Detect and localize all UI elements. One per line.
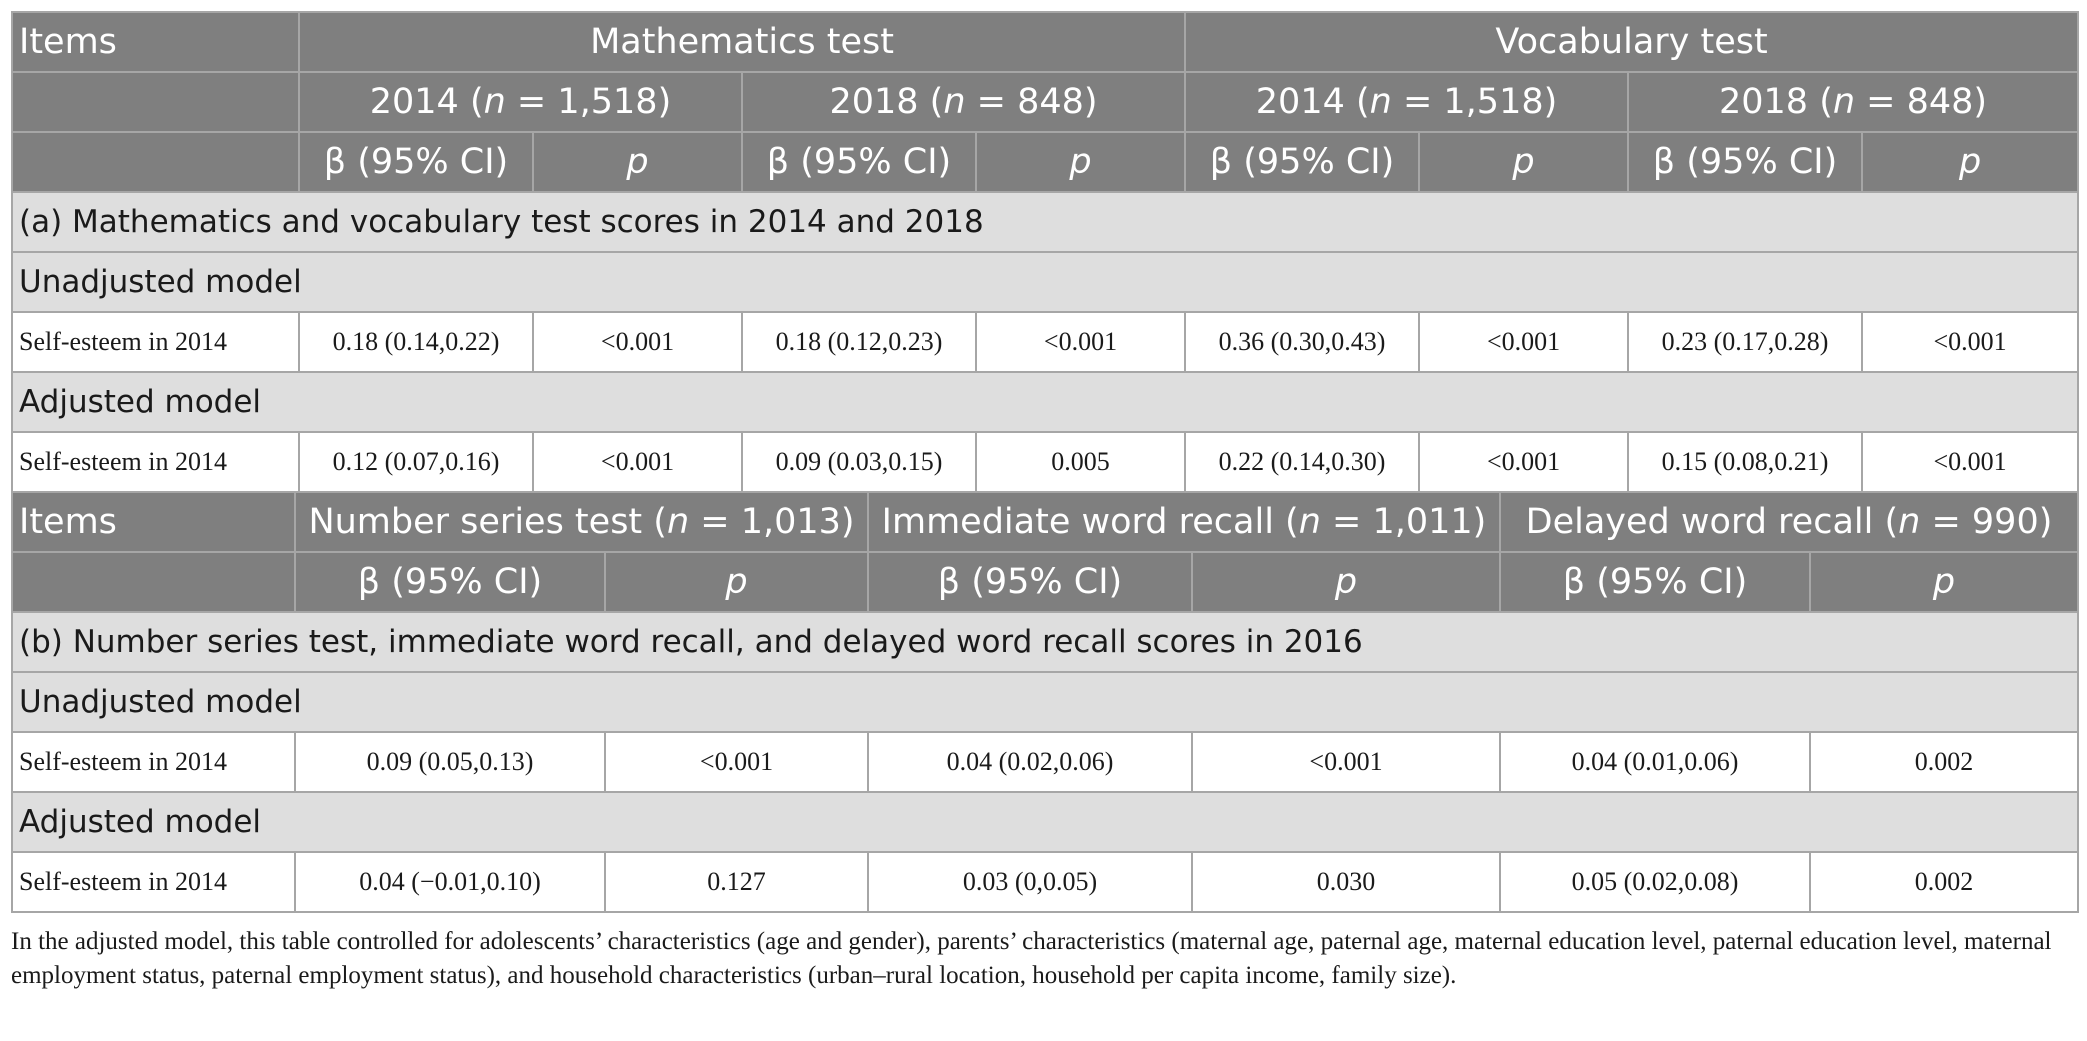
table-cell: <0.001	[533, 312, 742, 372]
row-label: Self-esteem in 2014	[12, 852, 295, 912]
empty-header-cell	[12, 72, 299, 132]
table-a	[11, 11, 2079, 493]
items-header: Items	[12, 12, 299, 72]
table-cell: <0.001	[605, 732, 868, 792]
delayed-recall-header: Delayed word recall (n = 990)	[1500, 492, 2078, 552]
math-test-header: Mathematics test	[299, 12, 1185, 72]
table-cell: 0.12 (0.07,0.16)	[299, 432, 533, 492]
beta-header: β (95% CI)	[1185, 132, 1419, 192]
beta-header: β (95% CI)	[299, 132, 533, 192]
table-row	[12, 852, 2078, 912]
results-page	[11, 11, 2077, 993]
table-cell: <0.001	[533, 432, 742, 492]
beta-header: β (95% CI)	[742, 132, 976, 192]
beta-header: β (95% CI)	[1500, 552, 1810, 612]
vocab-2018-header: 2018 (n = 848)	[1628, 72, 2078, 132]
items-header: Items	[12, 492, 295, 552]
adjusted-model-label: Adjusted model	[12, 792, 2078, 852]
empty-header-cell	[12, 552, 295, 612]
table-cell: <0.001	[1192, 732, 1500, 792]
table-row	[12, 312, 2078, 372]
p-header: p	[976, 132, 1185, 192]
table-cell: 0.05 (0.02,0.08)	[1500, 852, 1810, 912]
section-b-title: (b) Number series test, immediate word recall, and delayed word recall scores in 2016	[12, 612, 2078, 672]
table-b	[11, 491, 2079, 913]
number-series-header: Number series test (n = 1,013)	[295, 492, 868, 552]
table-cell: 0.09 (0.05,0.13)	[295, 732, 605, 792]
table-cell: <0.001	[1419, 312, 1628, 372]
table-cell: 0.22 (0.14,0.30)	[1185, 432, 1419, 492]
table-cell: <0.001	[1862, 432, 2078, 492]
table-cell: 0.18 (0.12,0.23)	[742, 312, 976, 372]
table-cell: <0.001	[1862, 312, 2078, 372]
p-header: p	[1810, 552, 2078, 612]
p-header: p	[1862, 132, 2078, 192]
table-cell: <0.001	[1419, 432, 1628, 492]
table-cell: 0.04 (0.01,0.06)	[1500, 732, 1810, 792]
table-cell: 0.18 (0.14,0.22)	[299, 312, 533, 372]
unadjusted-model-label: Unadjusted model	[12, 672, 2078, 732]
table-row	[12, 432, 2078, 492]
row-label: Self-esteem in 2014	[12, 432, 299, 492]
table-cell: 0.04 (0.02,0.06)	[868, 732, 1192, 792]
table-cell: 0.09 (0.03,0.15)	[742, 432, 976, 492]
table-cell: 0.005	[976, 432, 1185, 492]
table-footnote: In the adjusted model, this table controlled for adolescents’ characteristics (age and gender), parents’ characteristics (maternal age, paternal age, maternal education level, paternal education level, maternal employment status, paternal employment status), and household characteristics (urban–rural location, household per capita income, family size).	[11, 928, 2052, 989]
table-cell: <0.001	[976, 312, 1185, 372]
vocab-test-header: Vocabulary test	[1185, 12, 2078, 72]
p-header: p	[533, 132, 742, 192]
p-header: p	[605, 552, 868, 612]
beta-header: β (95% CI)	[295, 552, 605, 612]
section-a-title: (a) Mathematics and vocabulary test scores in 2014 and 2018	[12, 192, 2078, 252]
table-cell: 0.002	[1810, 732, 2078, 792]
empty-header-cell	[12, 132, 299, 192]
table-cell: 0.23 (0.17,0.28)	[1628, 312, 1862, 372]
p-header: p	[1419, 132, 1628, 192]
table-cell: 0.36 (0.30,0.43)	[1185, 312, 1419, 372]
table-cell: 0.04 (−0.01,0.10)	[295, 852, 605, 912]
beta-header: β (95% CI)	[868, 552, 1192, 612]
table-row	[12, 732, 2078, 792]
table-cell: 0.127	[605, 852, 868, 912]
adjusted-model-label: Adjusted model	[12, 372, 2078, 432]
table-cell: 0.03 (0,0.05)	[868, 852, 1192, 912]
table-cell: 0.002	[1810, 852, 2078, 912]
math-2014-header: 2014 (n = 1,518)	[299, 72, 742, 132]
row-label: Self-esteem in 2014	[12, 732, 295, 792]
vocab-2014-header: 2014 (n = 1,518)	[1185, 72, 1628, 132]
math-2018-header: 2018 (n = 848)	[742, 72, 1185, 132]
row-label: Self-esteem in 2014	[12, 312, 299, 372]
unadjusted-model-label: Unadjusted model	[12, 252, 2078, 312]
beta-header: β (95% CI)	[1628, 132, 1862, 192]
p-header: p	[1192, 552, 1500, 612]
table-cell: 0.030	[1192, 852, 1500, 912]
immediate-recall-header: Immediate word recall (n = 1,011)	[868, 492, 1500, 552]
table-cell: 0.15 (0.08,0.21)	[1628, 432, 1862, 492]
